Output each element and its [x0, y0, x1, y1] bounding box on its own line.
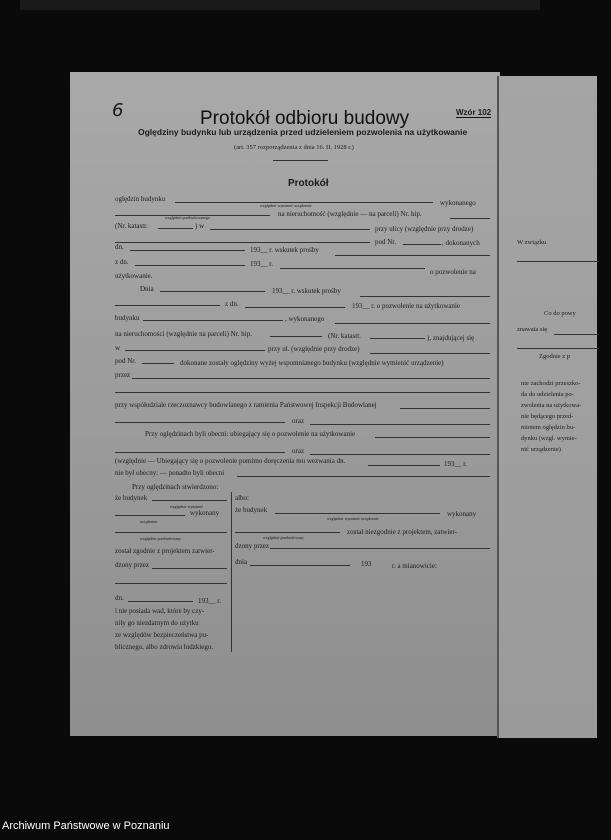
form-text: oraz [292, 417, 305, 425]
form-field[interactable] [554, 334, 599, 335]
form-field[interactable] [152, 500, 227, 501]
form-field[interactable] [370, 338, 425, 339]
form-text: nie zachodzi przeszko- [521, 380, 581, 387]
form-text: Dnia [140, 285, 154, 293]
form-text: wykonany [447, 510, 477, 518]
form-field[interactable] [115, 515, 185, 516]
form-text: oględzin budynku [115, 195, 166, 203]
form-text: , dokonanych [442, 239, 480, 247]
form-field[interactable] [360, 296, 490, 297]
form-field[interactable] [335, 323, 490, 324]
form-text: 193 [361, 560, 372, 568]
form-text: został zgodnie z projektem zatwier- [115, 547, 215, 555]
form-text: że budynek [235, 506, 268, 514]
form-text: znawaia się [517, 326, 548, 333]
form-field[interactable] [115, 422, 285, 423]
form-text: dnia [235, 558, 248, 566]
form-text: ze względów bezpieczeństwa pu- [115, 631, 209, 639]
form-field[interactable] [245, 307, 345, 308]
form-text: miotem oględzin bu- [521, 424, 576, 431]
form-text: z dn. [225, 300, 239, 308]
form-field[interactable] [370, 353, 490, 354]
form-text: został niezgodnie z projektem, zatwier- [347, 528, 458, 536]
form-text: użytkowanie. [115, 272, 153, 280]
form-text: blicznego, albo zdrowia ludzkiego. [115, 643, 214, 651]
form-field[interactable] [517, 261, 599, 262]
form-text: pod Nr. [375, 238, 396, 246]
document-page [70, 72, 500, 736]
form-text: ), znajdującej się [427, 334, 475, 342]
handwritten-page-number: 6 [112, 100, 124, 121]
form-text: W związku [517, 239, 547, 246]
form-field[interactable] [400, 408, 490, 409]
form-text: wykonanego [440, 199, 476, 207]
form-field[interactable] [310, 454, 490, 455]
film-edge [20, 0, 540, 10]
form-text: dn. [115, 594, 124, 602]
form-field[interactable] [235, 532, 340, 533]
form-field[interactable] [125, 350, 265, 351]
form-text: ) w [195, 222, 205, 230]
form-text: Przy oględzinach stwierdzono: [132, 483, 219, 491]
form-text: przy współudziale rzeczoznawcy budowlanego z ramienia Państwowej Inspekcji Budowlanej [115, 401, 377, 409]
form-field[interactable] [115, 532, 227, 533]
document-subtitle: Oględziny budynku lub urządzenia przed udzieleniem pozwolenia na użytkowanie [138, 127, 468, 137]
form-text: albo: [235, 494, 249, 502]
form-text: budynku [115, 314, 140, 322]
section-heading: Protokół [288, 178, 329, 189]
form-field[interactable] [128, 601, 193, 602]
form-field[interactable] [375, 437, 490, 438]
form-field[interactable] [280, 268, 425, 269]
form-field[interactable] [517, 348, 599, 349]
form-field[interactable] [132, 378, 490, 379]
form-text: 193__ r. wskutek prośby [250, 246, 319, 254]
form-text: , wykonanego [285, 315, 325, 323]
form-field[interactable] [310, 424, 490, 425]
form-text: nić urządzenie) [521, 446, 561, 453]
form-text: 193__ r. o pozwolenie na użytkowanie [352, 302, 461, 310]
form-text: Co do powy [544, 310, 576, 317]
form-text: o pozwolenie na [430, 268, 476, 276]
form-field[interactable] [210, 229, 370, 230]
form-text: wykonany [190, 509, 220, 517]
form-text: 193__ r. [198, 597, 221, 605]
form-field[interactable] [250, 565, 350, 566]
field-hint: względnie przebudowany [140, 536, 181, 541]
next-page-edge [497, 76, 597, 738]
form-text: zwolenia na użytkowa- [521, 402, 582, 409]
form-text: dzony przez [115, 561, 150, 569]
form-field[interactable] [275, 513, 440, 514]
form-text: na nieruchomości (względnie na parceli) Nr. hip. [115, 330, 252, 338]
form-text: da do udzielenia po- [521, 391, 574, 398]
form-text: i nie posiada wad, które by czy- [115, 607, 205, 615]
form-text: oraz [292, 447, 305, 455]
form-field[interactable] [335, 255, 490, 256]
form-text: (względnie — Ubiegający się o pozwolenie pomimo doręczenia mu wezwania dn. [115, 457, 346, 465]
document-title: Protokół odbioru budowy [200, 108, 410, 129]
form-text: dynku (wzgl. wymie- [521, 435, 577, 442]
legal-basis: (art. 357 rozporządzenia z dnia 16. II. 1928 r.) [234, 144, 354, 151]
form-text: r. a mianowicie: [392, 562, 437, 570]
form-field[interactable] [142, 363, 174, 364]
form-text: (Nr. katastr. [328, 332, 361, 340]
form-field[interactable] [143, 320, 283, 321]
form-number: Wzór 102 [456, 108, 492, 117]
form-field[interactable] [115, 242, 370, 243]
form-text: przez [115, 371, 131, 379]
form-field[interactable] [152, 568, 227, 569]
form-text: że budynek [115, 494, 148, 502]
form-text: 193__ r. wskutek prośby [272, 287, 341, 295]
form-field[interactable] [115, 583, 227, 584]
archive-watermark: Archiwum Państwowe w Poznaniu [2, 820, 170, 832]
field-hint: względnie przebudowanego [165, 215, 210, 220]
form-text: dokonane zostały oględziny wyżej wspomnianego budynku (względnie wymienić urządzenie) [180, 359, 444, 367]
form-field[interactable] [237, 476, 490, 477]
form-text: niły go niezdatnym do użytku [115, 619, 199, 627]
form-text: dzony przez [235, 542, 270, 550]
form-text: nie był obecny: — ponadto byli obecni [115, 469, 225, 477]
form-text: Zgodnie z p [539, 353, 571, 360]
form-field[interactable] [115, 392, 490, 393]
form-text: 193__ r. [250, 260, 273, 268]
form-text: na nieruchomość (względnie — na parceli) Nr. hip. [278, 210, 422, 218]
field-hint: względnie wymienić urządzenie [260, 203, 312, 208]
field-hint: względnie wymienić urządzenie [327, 516, 379, 521]
form-field[interactable] [403, 244, 441, 245]
field-hint: względnie przebudowany [263, 535, 304, 540]
form-field[interactable] [115, 305, 220, 306]
field-hint: względnie wymienić [170, 504, 204, 509]
form-text: przy ulicy (względnie przy drodze) [375, 225, 474, 233]
form-field[interactable] [130, 250, 245, 251]
form-text: w [115, 344, 121, 352]
field-hint: urządzenie [140, 519, 158, 524]
form-field[interactable] [135, 265, 245, 266]
form-field[interactable] [158, 228, 193, 229]
column-divider [231, 492, 232, 652]
form-field[interactable] [115, 452, 285, 453]
form-text: (Nr. katastr. [115, 222, 148, 230]
form-field[interactable] [270, 336, 322, 337]
form-field[interactable] [270, 548, 490, 549]
form-text: z dn. [115, 258, 129, 266]
form-text: przy ul. (względnie przy drodze) [268, 345, 360, 353]
form-text: Przy oględzinach byli obecni: ubiegający się o pozwolenie na użytkowanie [145, 430, 356, 438]
title-divider [273, 160, 328, 161]
form-text: dn. [115, 243, 124, 251]
form-text: 193__ r. [444, 460, 467, 468]
form-field[interactable] [450, 218, 490, 219]
form-field[interactable] [368, 465, 440, 466]
form-text: nie będącego przed- [521, 413, 574, 420]
form-text: pod Nr. [115, 357, 136, 365]
form-field[interactable] [160, 291, 265, 292]
